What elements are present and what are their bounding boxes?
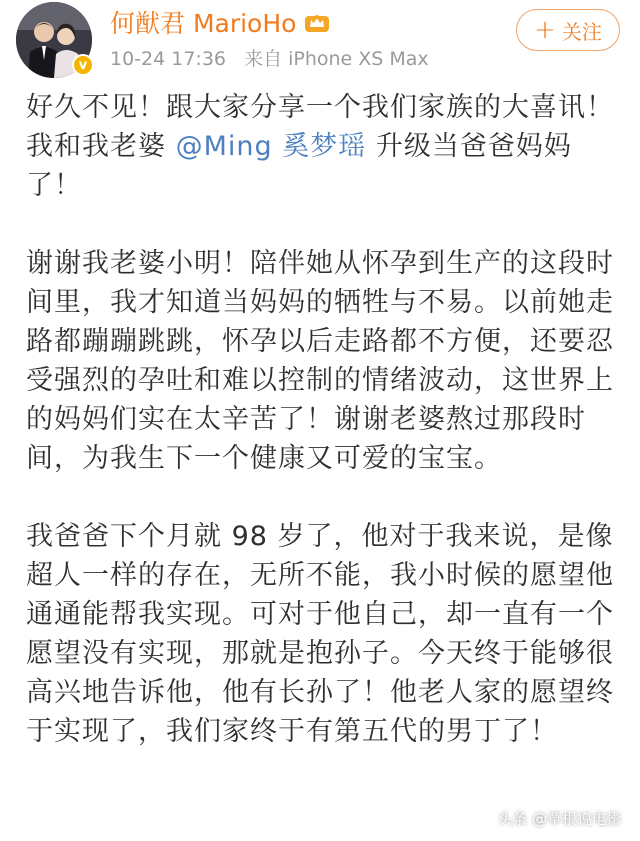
username[interactable] — [110, 4, 330, 40]
post-paragraph-3: 我爸爸下个月就 98 岁了，他对于我来说，是像超人一样的存在，无所不能，我小时候的愿望他通通能帮我实现。可对于他自己，却一直有一个愿望没有实现，那就是抱孙子。今天终于能够很高兴地告诉他，他有长孙了！他老人家的愿望终于实现了，我们家终于有第五代的男丁了！ — [26, 521, 614, 747]
watermark: 头条 @草根说电影 — [497, 810, 622, 828]
post-timestamp: 10-24 17:36 — [110, 48, 227, 70]
post-meta — [110, 44, 429, 71]
para1-text-after: 升级当爸爸妈妈了！ — [26, 131, 572, 201]
mention-link[interactable]: @Ming 奚梦瑶 — [175, 131, 367, 162]
crown-icon — [304, 11, 330, 33]
post-source[interactable]: 来自 iPhone XS Max — [244, 48, 429, 70]
verified-badge-icon: v — [72, 54, 94, 76]
post-header — [0, 0, 640, 78]
username-text[interactable]: 何猷君 MarioHo — [110, 9, 297, 38]
post-paragraph-1 — [26, 88, 618, 205]
para1-text-before: 好久不见！跟大家分享一个我们家族的大喜讯！我和我老婆 — [26, 92, 614, 162]
follow-button[interactable] — [516, 9, 620, 51]
post-body — [26, 88, 618, 751]
follow-label: 关注 — [561, 19, 602, 44]
post-paragraph-2: 谢谢我老婆小明！陪伴她从怀孕到生产的这段时间里，我才知道当妈妈的牺牲与不易。以前她走路都蹦蹦跳跳，怀孕以后走路都不方便，还要忍受强烈的孕吐和难以控制的情绪波动，这世界上的妈妈们实在太辛苦了！谢谢老婆熬过那段时间，为我生下一个健康又可爱的宝宝。 — [26, 248, 614, 474]
plus-icon: + — [534, 15, 556, 45]
